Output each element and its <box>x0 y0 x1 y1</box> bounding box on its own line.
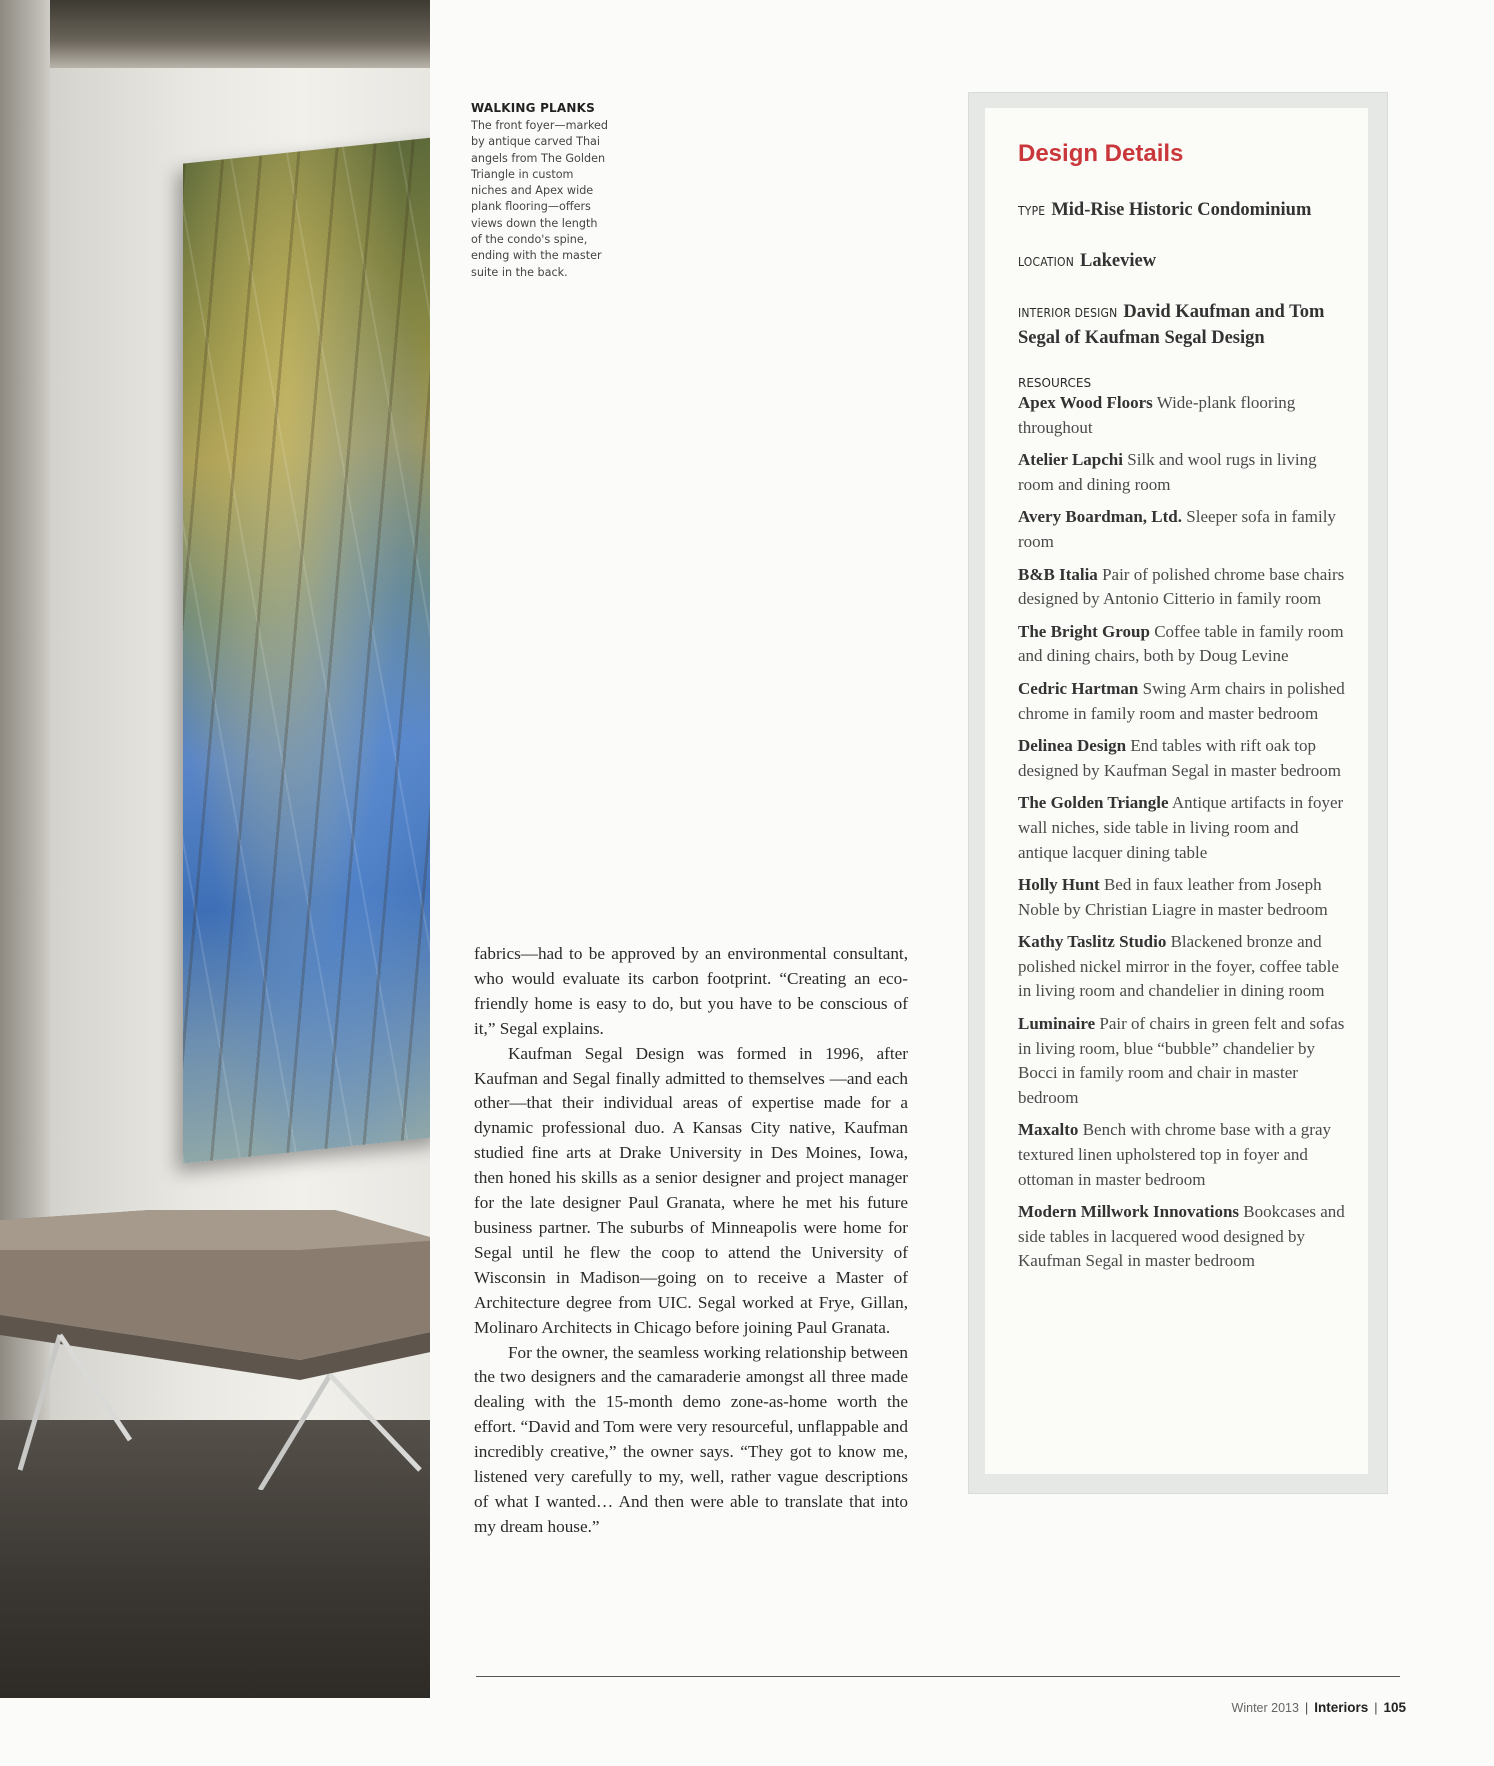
footer-separator: | <box>1374 1701 1378 1715</box>
foyer-photo <box>0 0 430 1698</box>
caption-title: WALKING PLANKS <box>471 101 595 115</box>
type-field <box>1018 198 1348 224</box>
resource-item <box>1018 505 1348 554</box>
resource-description: Swing Arm chairs in polished chrome in family room and master bedroom <box>1018 678 1345 723</box>
resource-description: Blackened bronze and polished nickel mirror in the foyer, coffee table in living room and chandelier in dining room <box>1018 932 1339 1001</box>
resource-name: The Golden Triangle <box>1018 793 1169 813</box>
interior-design-field <box>1018 300 1348 351</box>
design-details <box>1018 140 1348 1282</box>
interior-design-value: David Kaufman and Tom Segal of Kaufman Segal Design <box>1018 302 1325 348</box>
footer-rule <box>476 1676 1400 1677</box>
resource-item <box>1018 1200 1348 1274</box>
resource-item <box>1018 677 1348 726</box>
resource-item <box>1018 734 1348 783</box>
resource-description: End tables with rift oak top designed by Kaufman Segal in master bedroom <box>1018 736 1341 780</box>
article-paragraph: fabrics—had to be approved by an environmental consultant, who would evaluate its carbon footprint. “Creating an eco-friendly home is easy to do, but you have to be conscious of it,” Segal explains. <box>474 944 908 1038</box>
location-field <box>1018 249 1348 275</box>
resource-name: Kathy Taslitz Studio <box>1018 932 1167 952</box>
resource-name: Avery Boardman, Ltd. <box>1018 507 1183 527</box>
resource-item <box>1018 791 1348 865</box>
resource-name: Cedric Hartman <box>1018 678 1139 698</box>
resource-item <box>1018 391 1348 440</box>
resource-description: Bench with chrome base with a gray textured linen upholstered top in foyer and ottoman in master bedroom <box>1018 1120 1331 1189</box>
photo-ceiling <box>0 0 430 68</box>
footer-separator: | <box>1304 1701 1309 1715</box>
resource-description: Bed in faux leather from Joseph Noble by Christian Liagre in master bedroom <box>1018 875 1328 919</box>
sidebar-title: Design Details <box>1018 140 1184 167</box>
resource-description: Silk and wool rugs in living room and dining room <box>1018 450 1317 494</box>
resource-description: Pair of chairs in green felt and sofas in living room, blue “bubble” chandelier by Bocci in family room and chair in master bedroom <box>1018 1014 1345 1107</box>
location-value: Lakeview <box>1080 251 1157 271</box>
photo-bench <box>0 1210 430 1490</box>
resource-description: Bookcases and side tables in lacquered wood designed by Kaufman Segal in master bedroom <box>1018 1202 1345 1271</box>
footer-season: Winter 2013 <box>1231 1701 1299 1715</box>
resource-description: Sleeper sofa in family room <box>1018 507 1336 551</box>
resource-name: Apex Wood Floors <box>1018 393 1153 412</box>
resource-name: B&B Italia <box>1018 564 1098 584</box>
resource-item <box>1018 873 1348 922</box>
location-label: LOCATION <box>1018 255 1075 269</box>
resource-name: Delinea Design <box>1018 736 1127 756</box>
page-number: 105 <box>1383 1700 1406 1715</box>
page-footer <box>1232 1700 1406 1715</box>
resource-name: Modern Millwork Innovations <box>1018 1202 1240 1222</box>
resource-item <box>1018 448 1348 497</box>
photo-caption <box>471 101 611 281</box>
footer-magazine: Interiors <box>1314 1700 1369 1715</box>
resource-name: Luminaire <box>1018 1014 1096 1034</box>
resources-list <box>1018 391 1348 1274</box>
resource-name: Holly Hunt <box>1018 875 1100 895</box>
resource-item <box>1018 1012 1348 1110</box>
resource-description: Antique artifacts in foyer wall niches, side table in living room and antique lacquer dining table <box>1018 793 1344 862</box>
resource-description: Coffee table in family room and dining chairs, both by Doug Levine <box>1018 621 1344 666</box>
resource-item <box>1018 930 1348 1004</box>
article-paragraph: For the owner, the seamless working relationship between the two designers and the camaraderie amongst all three made dealing with the 15-month demo zone-as-home worth the effort. “David and Tom were very resourceful, unflappable and incredibly creative,” the owner says. “They got to know me, listened very carefully to my, well, rather vague descriptions of what I wanted… And then were able to translate that into my dream house.” <box>474 1342 908 1536</box>
type-value: Mid-Rise Historic Condominium <box>1051 200 1312 220</box>
article-paragraph: Kaufman Segal Design was formed in 1996, after Kaufman and Segal finally admitted to themselves —and each other—that their individual areas of expertise made for a dynamic professional duo. A Kansas City native, Kaufman studied fine arts at Drake University in Des Moines, Iowa, then honed his skills as a senior designer and project manager for the late designer Paul Granata, where he met his future business partner. The suburbs of Minneapolis were home for Segal until he flew the coop to attend the University of Wisconsin in Madison—going on to receive a Master of Architecture degree from UIC. Segal worked at Frye, Gillan, Molinaro Architects in Chicago before joining Paul Granata. <box>474 1043 908 1337</box>
resource-name: Maxalto <box>1018 1120 1079 1140</box>
photo-painting <box>183 136 430 1163</box>
resources-label: RESOURCES <box>1018 376 1092 390</box>
article-body <box>474 942 908 1540</box>
resource-name: The Bright Group <box>1018 621 1150 641</box>
resource-item <box>1018 620 1348 669</box>
resource-description: Pair of polished chrome base chairs designed by Antonio Citterio in family room <box>1018 564 1345 609</box>
type-label: TYPE <box>1018 204 1046 218</box>
resource-item <box>1018 563 1348 612</box>
caption-body: The front foyer—marked by antique carved Thai angels from The Golden Triangle in custom niches and Apex wide plank flooring—offers views down the length of the condo's spine, ending with the master suite in the back. <box>471 119 609 279</box>
resource-item <box>1018 1118 1348 1192</box>
interior-design-label: INTERIOR DESIGN <box>1018 306 1118 320</box>
resource-description: Wide-plank flooring throughout <box>1018 393 1296 437</box>
resource-name: Atelier Lapchi <box>1018 450 1123 470</box>
